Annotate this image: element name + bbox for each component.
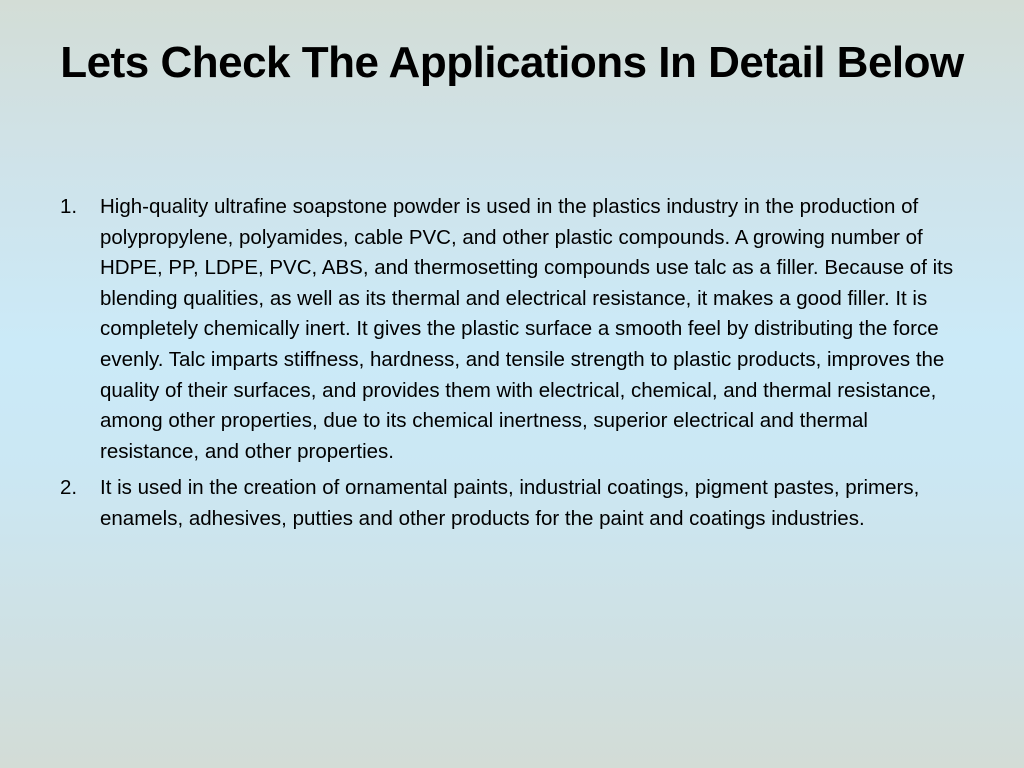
slide-title: Lets Check The Applications In Detail Below xyxy=(60,38,964,87)
list-item-number: 2. xyxy=(60,476,78,500)
list-item-text: It is used in the creation of ornamental paints, industrial coatings, pigment pastes, primers, enamels, adhesives, putties and other products for the paint and coatings industries. xyxy=(100,476,920,530)
list-item-text: High-quality ultrafine soapstone powder is used in the plastics industry in the production of polypropylene, polyamides, cable PVC, and other plastic compounds. A growing number of HDPE, PP, LDPE, PVC, ABS, and thermosetting compounds use talc as a filler. Because of its blending qualities, as well as its thermal and electrical resistance, it makes a good filler. It is completely chemically inert. It gives the plastic surface a smooth feel by distributing the force evenly. Talc imparts stiffness, hardness, and tensile strength to plastic products, improves the quality of their surfaces, and provides them with electrical, chemical, and thermal resistance, among other properties, due to its chemical inertness, superior electrical and thermal resistance, and other properties. xyxy=(100,195,954,463)
applications-list xyxy=(60,192,962,541)
list-item xyxy=(60,473,962,534)
list-item xyxy=(60,192,962,467)
list-item-number: 1. xyxy=(60,195,78,218)
